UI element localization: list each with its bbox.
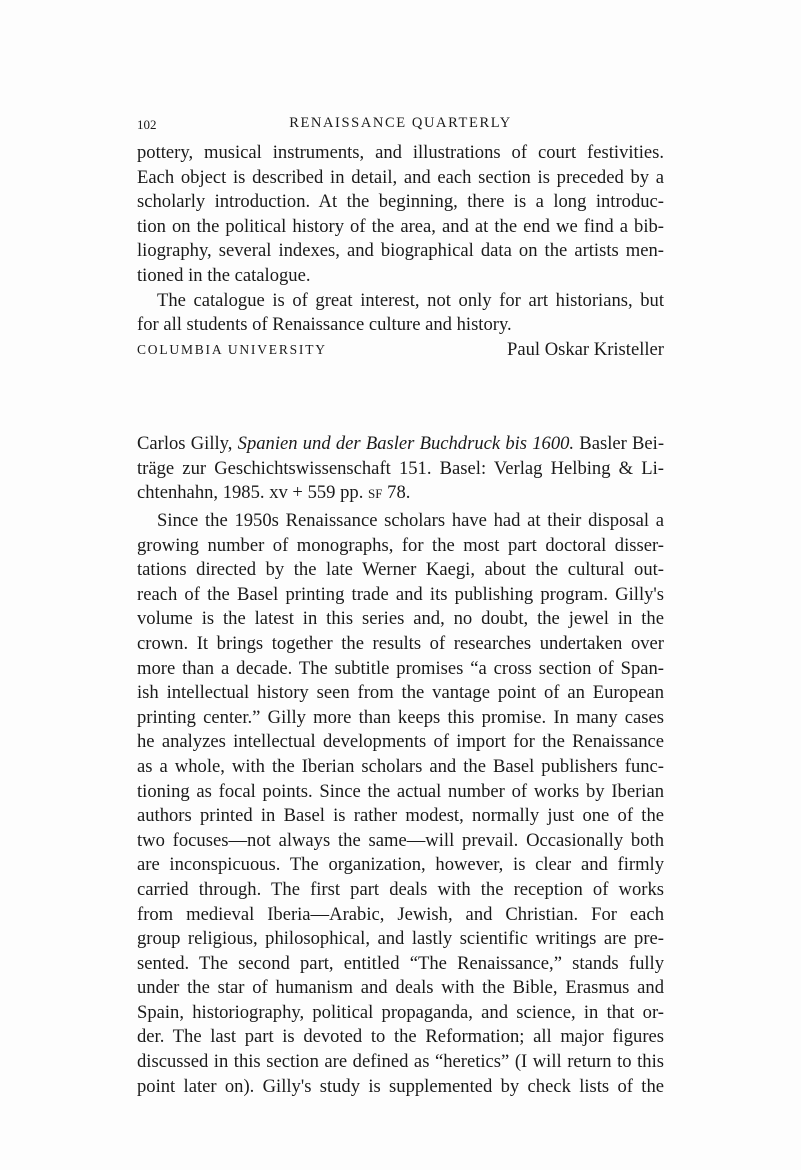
citation-line <box>137 432 664 457</box>
text-line: authors printed in Basel is rather modest, normally just one of the <box>137 805 664 827</box>
text-line: growing number of monographs, for the most part doctoral disser- <box>137 534 664 556</box>
text-line: The catalogue is of great interest, not only for art historians, but <box>157 289 664 311</box>
text-line: reach of the Basel printing trade and its publishing program. Gilly's <box>137 583 664 605</box>
text-line: group religious, philosophical, and lastly scientific writings are pre- <box>137 928 664 950</box>
review-1 <box>137 141 664 362</box>
text-line: Since the 1950s Renaissance scholars have had at their disposal a <box>157 510 664 531</box>
text-line: crown. It brings together the results of researches undertaken over <box>137 632 664 654</box>
text-line: printing center.” Gilly more than keeps this promise. In many cases <box>137 706 664 728</box>
reviewer-name: Paul Oskar Kristeller <box>507 338 664 360</box>
citation-line: träge zur Geschichtswissenschaft 151. Basel: Verlag Helbing & Li- <box>137 457 664 479</box>
text-line: tioned in the catalogue. <box>137 264 311 286</box>
text-line: volume is the latest in this series and, no doubt, the jewel in the <box>137 608 664 630</box>
text-line: pottery, musical instruments, and illustrations of court festivities. <box>137 142 664 163</box>
text-line: Each object is described in detail, and each section is preceded by a <box>137 166 664 188</box>
review-2-citation <box>137 432 664 506</box>
page-number: 102 <box>137 117 157 132</box>
text-line: more than a decade. The subtitle promises “a cross section of Span- <box>137 657 664 679</box>
text-line: are inconspicuous. The organization, however, is clear and firmly <box>137 854 664 876</box>
book-author: Carlos Gilly, <box>137 433 233 454</box>
text-line: tion on the political history of the area, and at the end we find a bib- <box>137 215 664 237</box>
text-line: he analyzes intellectual developments of import for the Renaissance <box>137 731 664 753</box>
running-title: RENAISSANCE QUARTERLY <box>289 115 512 131</box>
text-line: from medieval Iberia—Arabic, Jewish, and Christian. For each <box>137 903 664 925</box>
citation-text: chtenhahn, 1985. xv + 559 pp. <box>137 482 364 504</box>
price: 78. <box>387 482 411 504</box>
text-line: der. The last part is devoted to the Reformation; all major figures <box>137 1026 664 1048</box>
text-line: tations directed by the late Werner Kaegi, about the cultural out- <box>137 559 664 581</box>
currency: SF <box>368 486 383 502</box>
text-line: as a whole, with the Iberian scholars and the Basel publishers func- <box>137 755 664 777</box>
text-line: ish intellectual history seen from the vantage point of an European <box>137 682 664 704</box>
text-line: discussed in this section are defined as “heretics” (I will return to this <box>137 1051 664 1073</box>
text-line: sented. The second part, entitled “The Renaissance,” stands fully <box>137 952 664 974</box>
text-line: for all students of Renaissance culture and history. <box>137 314 512 336</box>
book-title: Spanien und der Basler Buchdruck bis 1600. <box>237 433 575 454</box>
text-line: point later on). Gilly's study is supplemented by check lists of the <box>137 1075 664 1097</box>
text-line: two focuses—not always the same—will prevail. Occasionally both <box>137 829 664 851</box>
text-line: under the star of humanism and deals with the Bible, Erasmus and <box>137 977 664 999</box>
citation-text: Basler Bei- <box>579 433 665 454</box>
text-line: scholarly introduction. At the beginning, there is a long introduc- <box>137 191 664 213</box>
text-line: carried through. The first part deals with the reception of works <box>137 878 664 900</box>
citation-line <box>137 481 664 506</box>
reviewer-affiliation: COLUMBIA UNIVERSITY <box>137 341 327 357</box>
signature-line <box>137 338 664 363</box>
review-2-body <box>137 509 664 1099</box>
text-line: tioning as focal points. Since the actual number of works by Iberian <box>137 780 664 802</box>
text-line: liography, several indexes, and biographical data on the artists men- <box>137 240 664 262</box>
text-line: Spain, historiography, political propaganda, and science, in that or- <box>137 1001 664 1023</box>
